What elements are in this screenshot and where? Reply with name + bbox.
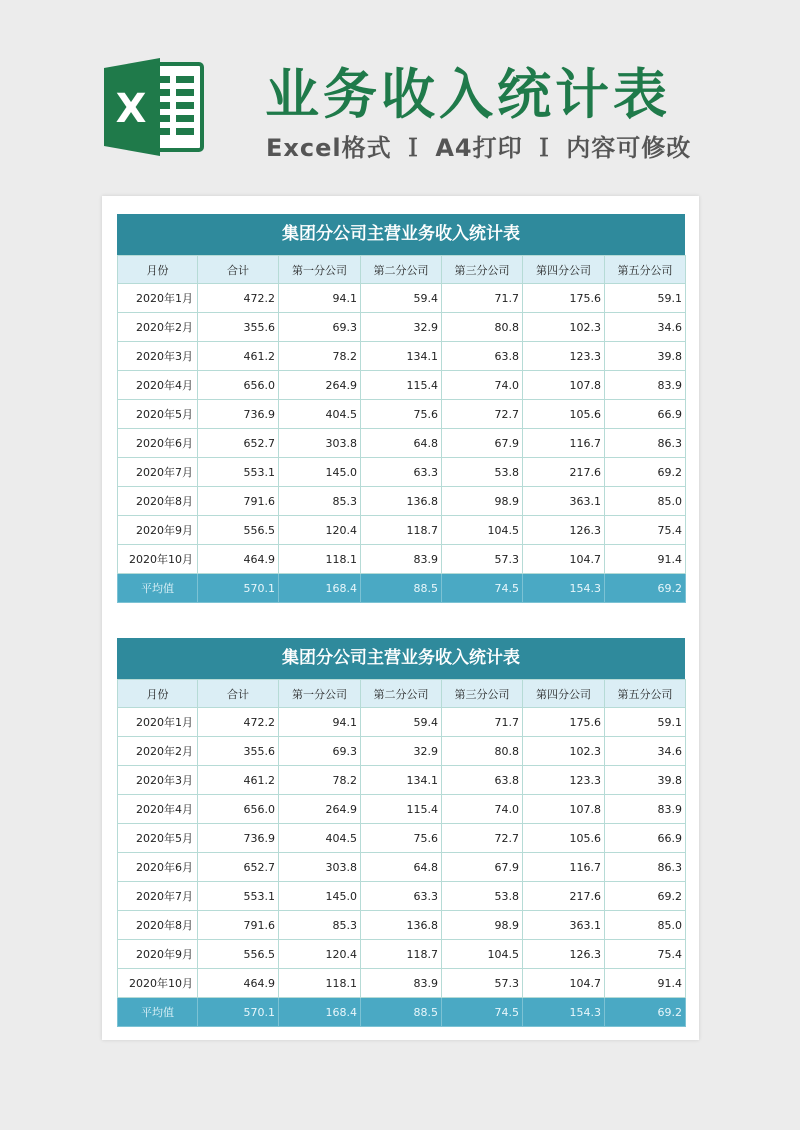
value-cell: 32.9 bbox=[361, 313, 442, 342]
average-value: 168.4 bbox=[279, 998, 361, 1027]
value-cell: 652.7 bbox=[198, 429, 279, 458]
excel-logo-icon bbox=[104, 58, 206, 156]
value-cell: 120.4 bbox=[279, 516, 361, 545]
value-cell: 136.8 bbox=[361, 911, 442, 940]
value-cell: 34.6 bbox=[605, 313, 686, 342]
value-cell: 736.9 bbox=[198, 400, 279, 429]
value-cell: 85.3 bbox=[279, 487, 361, 516]
value-cell: 57.3 bbox=[442, 545, 523, 574]
average-value: 69.2 bbox=[605, 574, 686, 603]
column-header: 第四分公司 bbox=[523, 680, 605, 708]
table-row bbox=[118, 824, 686, 853]
value-cell: 83.9 bbox=[361, 545, 442, 574]
value-cell: 39.8 bbox=[605, 766, 686, 795]
table-row bbox=[118, 766, 686, 795]
value-cell: 464.9 bbox=[198, 545, 279, 574]
average-value: 88.5 bbox=[361, 574, 442, 603]
value-cell: 72.7 bbox=[442, 824, 523, 853]
table-row bbox=[118, 737, 686, 766]
value-cell: 264.9 bbox=[279, 795, 361, 824]
month-cell: 2020年2月 bbox=[118, 313, 198, 342]
value-cell: 126.3 bbox=[523, 516, 605, 545]
table-row bbox=[118, 342, 686, 371]
average-value: 570.1 bbox=[198, 998, 279, 1027]
table-row bbox=[118, 458, 686, 487]
month-cell: 2020年5月 bbox=[118, 400, 198, 429]
table-row bbox=[118, 487, 686, 516]
column-header: 月份 bbox=[118, 680, 198, 708]
value-cell: 134.1 bbox=[361, 766, 442, 795]
logo-letter: X bbox=[115, 86, 147, 132]
value-cell: 83.9 bbox=[605, 371, 686, 400]
value-cell: 461.2 bbox=[198, 766, 279, 795]
value-cell: 53.8 bbox=[442, 458, 523, 487]
table-row bbox=[118, 545, 686, 574]
value-cell: 553.1 bbox=[198, 458, 279, 487]
table-row bbox=[118, 371, 686, 400]
value-cell: 69.2 bbox=[605, 458, 686, 487]
column-header: 第二分公司 bbox=[361, 680, 442, 708]
value-cell: 75.4 bbox=[605, 940, 686, 969]
value-cell: 145.0 bbox=[279, 882, 361, 911]
value-cell: 71.7 bbox=[442, 708, 523, 737]
column-header: 合计 bbox=[198, 680, 279, 708]
revenue-table-2 bbox=[117, 638, 685, 1027]
value-cell: 104.7 bbox=[523, 969, 605, 998]
table-header-row bbox=[118, 680, 686, 708]
value-cell: 118.7 bbox=[361, 516, 442, 545]
value-cell: 115.4 bbox=[361, 795, 442, 824]
table-row bbox=[118, 516, 686, 545]
average-label: 平均值 bbox=[118, 998, 198, 1027]
value-cell: 91.4 bbox=[605, 545, 686, 574]
month-cell: 2020年2月 bbox=[118, 737, 198, 766]
table-row bbox=[118, 969, 686, 998]
value-cell: 69.2 bbox=[605, 882, 686, 911]
value-cell: 66.9 bbox=[605, 824, 686, 853]
value-cell: 126.3 bbox=[523, 940, 605, 969]
value-cell: 136.8 bbox=[361, 487, 442, 516]
value-cell: 78.2 bbox=[279, 342, 361, 371]
value-cell: 59.4 bbox=[361, 284, 442, 313]
value-cell: 363.1 bbox=[523, 911, 605, 940]
value-cell: 120.4 bbox=[279, 940, 361, 969]
value-cell: 556.5 bbox=[198, 516, 279, 545]
value-cell: 39.8 bbox=[605, 342, 686, 371]
column-header: 第一分公司 bbox=[279, 680, 361, 708]
value-cell: 63.8 bbox=[442, 342, 523, 371]
value-cell: 91.4 bbox=[605, 969, 686, 998]
value-cell: 59.1 bbox=[605, 284, 686, 313]
table-title: 集团分公司主营业务收入统计表 bbox=[117, 638, 685, 679]
value-cell: 63.3 bbox=[361, 882, 442, 911]
page-title: 业务收入统计表 bbox=[265, 63, 671, 126]
table-row bbox=[118, 940, 686, 969]
value-cell: 217.6 bbox=[523, 458, 605, 487]
value-cell: 118.1 bbox=[279, 545, 361, 574]
table-row bbox=[118, 911, 686, 940]
average-value: 154.3 bbox=[523, 998, 605, 1027]
value-cell: 107.8 bbox=[523, 795, 605, 824]
value-cell: 102.3 bbox=[523, 737, 605, 766]
value-cell: 83.9 bbox=[361, 969, 442, 998]
value-cell: 791.6 bbox=[198, 911, 279, 940]
value-cell: 75.4 bbox=[605, 516, 686, 545]
month-cell: 2020年9月 bbox=[118, 940, 198, 969]
value-cell: 553.1 bbox=[198, 882, 279, 911]
average-label: 平均值 bbox=[118, 574, 198, 603]
table-row bbox=[118, 882, 686, 911]
value-cell: 72.7 bbox=[442, 400, 523, 429]
month-cell: 2020年3月 bbox=[118, 766, 198, 795]
value-cell: 123.3 bbox=[523, 766, 605, 795]
value-cell: 53.8 bbox=[442, 882, 523, 911]
column-header: 第一分公司 bbox=[279, 256, 361, 284]
value-cell: 116.7 bbox=[523, 429, 605, 458]
value-cell: 118.7 bbox=[361, 940, 442, 969]
average-value: 69.2 bbox=[605, 998, 686, 1027]
document-page bbox=[102, 196, 699, 1040]
value-cell: 736.9 bbox=[198, 824, 279, 853]
column-header: 第五分公司 bbox=[605, 680, 686, 708]
value-cell: 74.0 bbox=[442, 795, 523, 824]
value-cell: 264.9 bbox=[279, 371, 361, 400]
value-cell: 59.1 bbox=[605, 708, 686, 737]
month-cell: 2020年1月 bbox=[118, 284, 198, 313]
value-cell: 67.9 bbox=[442, 853, 523, 882]
value-cell: 355.6 bbox=[198, 313, 279, 342]
table-row bbox=[118, 708, 686, 737]
column-header: 第四分公司 bbox=[523, 256, 605, 284]
value-cell: 656.0 bbox=[198, 371, 279, 400]
value-cell: 217.6 bbox=[523, 882, 605, 911]
month-cell: 2020年4月 bbox=[118, 371, 198, 400]
value-cell: 116.7 bbox=[523, 853, 605, 882]
column-header: 第二分公司 bbox=[361, 256, 442, 284]
value-cell: 175.6 bbox=[523, 284, 605, 313]
value-cell: 74.0 bbox=[442, 371, 523, 400]
value-cell: 64.8 bbox=[361, 853, 442, 882]
month-cell: 2020年8月 bbox=[118, 911, 198, 940]
value-cell: 404.5 bbox=[279, 824, 361, 853]
value-cell: 80.8 bbox=[442, 737, 523, 766]
month-cell: 2020年1月 bbox=[118, 708, 198, 737]
revenue-table-1 bbox=[117, 214, 685, 603]
value-cell: 94.1 bbox=[279, 708, 361, 737]
table-row bbox=[118, 313, 686, 342]
month-cell: 2020年4月 bbox=[118, 795, 198, 824]
average-value: 154.3 bbox=[523, 574, 605, 603]
table-header-row bbox=[118, 256, 686, 284]
value-cell: 102.3 bbox=[523, 313, 605, 342]
value-cell: 80.8 bbox=[442, 313, 523, 342]
month-cell: 2020年9月 bbox=[118, 516, 198, 545]
month-cell: 2020年7月 bbox=[118, 882, 198, 911]
value-cell: 86.3 bbox=[605, 853, 686, 882]
average-row bbox=[118, 574, 686, 603]
value-cell: 556.5 bbox=[198, 940, 279, 969]
value-cell: 104.5 bbox=[442, 516, 523, 545]
value-cell: 175.6 bbox=[523, 708, 605, 737]
month-cell: 2020年10月 bbox=[118, 969, 198, 998]
value-cell: 104.5 bbox=[442, 940, 523, 969]
value-cell: 105.6 bbox=[523, 824, 605, 853]
value-cell: 94.1 bbox=[279, 284, 361, 313]
average-row bbox=[118, 998, 686, 1027]
month-cell: 2020年3月 bbox=[118, 342, 198, 371]
value-cell: 71.7 bbox=[442, 284, 523, 313]
value-cell: 472.2 bbox=[198, 708, 279, 737]
value-cell: 75.6 bbox=[361, 824, 442, 853]
value-cell: 85.0 bbox=[605, 487, 686, 516]
month-cell: 2020年10月 bbox=[118, 545, 198, 574]
value-cell: 791.6 bbox=[198, 487, 279, 516]
value-cell: 78.2 bbox=[279, 766, 361, 795]
column-header: 第三分公司 bbox=[442, 680, 523, 708]
value-cell: 85.0 bbox=[605, 911, 686, 940]
value-cell: 118.1 bbox=[279, 969, 361, 998]
value-cell: 145.0 bbox=[279, 458, 361, 487]
value-cell: 67.9 bbox=[442, 429, 523, 458]
value-cell: 652.7 bbox=[198, 853, 279, 882]
value-cell: 472.2 bbox=[198, 284, 279, 313]
value-cell: 63.3 bbox=[361, 458, 442, 487]
value-cell: 98.9 bbox=[442, 487, 523, 516]
value-cell: 57.3 bbox=[442, 969, 523, 998]
value-cell: 303.8 bbox=[279, 429, 361, 458]
value-cell: 66.9 bbox=[605, 400, 686, 429]
average-value: 168.4 bbox=[279, 574, 361, 603]
value-cell: 34.6 bbox=[605, 737, 686, 766]
value-cell: 69.3 bbox=[279, 737, 361, 766]
column-header: 月份 bbox=[118, 256, 198, 284]
value-cell: 98.9 bbox=[442, 911, 523, 940]
table-title: 集团分公司主营业务收入统计表 bbox=[117, 214, 685, 255]
value-cell: 656.0 bbox=[198, 795, 279, 824]
page-header bbox=[0, 0, 800, 190]
value-cell: 303.8 bbox=[279, 853, 361, 882]
value-cell: 86.3 bbox=[605, 429, 686, 458]
month-cell: 2020年8月 bbox=[118, 487, 198, 516]
value-cell: 64.8 bbox=[361, 429, 442, 458]
table-row bbox=[118, 795, 686, 824]
value-cell: 105.6 bbox=[523, 400, 605, 429]
average-value: 74.5 bbox=[442, 574, 523, 603]
value-cell: 464.9 bbox=[198, 969, 279, 998]
value-cell: 104.7 bbox=[523, 545, 605, 574]
column-header: 第五分公司 bbox=[605, 256, 686, 284]
value-cell: 59.4 bbox=[361, 708, 442, 737]
table-row bbox=[118, 429, 686, 458]
column-header: 第三分公司 bbox=[442, 256, 523, 284]
value-cell: 85.3 bbox=[279, 911, 361, 940]
average-value: 74.5 bbox=[442, 998, 523, 1027]
value-cell: 461.2 bbox=[198, 342, 279, 371]
value-cell: 69.3 bbox=[279, 313, 361, 342]
value-cell: 355.6 bbox=[198, 737, 279, 766]
data-table bbox=[117, 255, 686, 603]
page-subtitle: Excel格式 Ｉ A4打印 Ｉ 内容可修改 bbox=[266, 134, 692, 162]
value-cell: 123.3 bbox=[523, 342, 605, 371]
value-cell: 32.9 bbox=[361, 737, 442, 766]
value-cell: 363.1 bbox=[523, 487, 605, 516]
month-cell: 2020年7月 bbox=[118, 458, 198, 487]
value-cell: 404.5 bbox=[279, 400, 361, 429]
average-value: 570.1 bbox=[198, 574, 279, 603]
value-cell: 134.1 bbox=[361, 342, 442, 371]
value-cell: 115.4 bbox=[361, 371, 442, 400]
value-cell: 107.8 bbox=[523, 371, 605, 400]
column-header: 合计 bbox=[198, 256, 279, 284]
month-cell: 2020年6月 bbox=[118, 853, 198, 882]
data-table bbox=[117, 679, 686, 1027]
month-cell: 2020年5月 bbox=[118, 824, 198, 853]
average-value: 88.5 bbox=[361, 998, 442, 1027]
table-row bbox=[118, 284, 686, 313]
value-cell: 63.8 bbox=[442, 766, 523, 795]
month-cell: 2020年6月 bbox=[118, 429, 198, 458]
table-row bbox=[118, 853, 686, 882]
value-cell: 83.9 bbox=[605, 795, 686, 824]
value-cell: 75.6 bbox=[361, 400, 442, 429]
table-row bbox=[118, 400, 686, 429]
